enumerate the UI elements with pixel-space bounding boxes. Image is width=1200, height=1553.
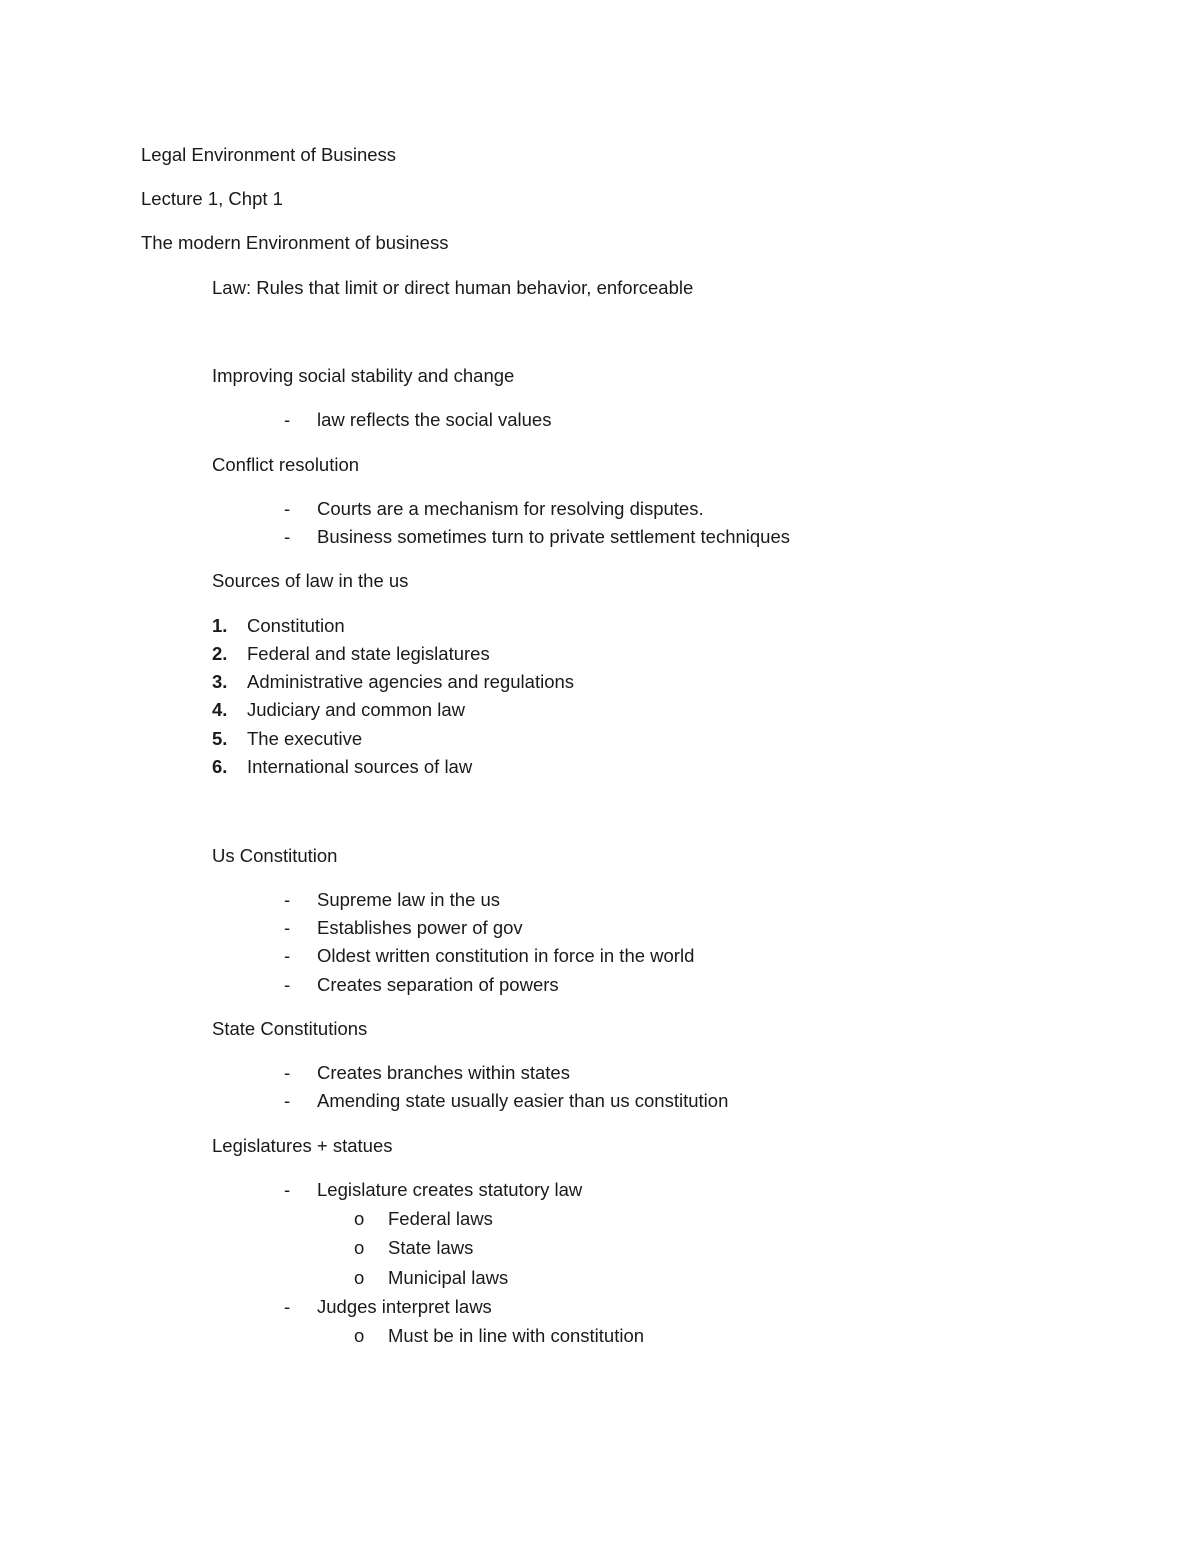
legislatures-bullet: Legislature creates statutory law [317,1179,583,1200]
bullet-dash: - [284,917,291,938]
sub-bullet-marker: o [354,1208,365,1229]
lecture-label: Lecture 1, Chpt 1 [141,188,283,209]
us-constitution-heading: Us Constitution [212,845,338,866]
sources-item: International sources of law [247,756,473,777]
list-number: 3. [212,671,228,692]
bullet-dash: - [284,1296,291,1317]
conflict-bullet: Courts are a mechanism for resolving disputes. [317,498,704,519]
bullet-dash: - [284,1179,291,1200]
state-constitutions-heading: State Constitutions [212,1018,368,1039]
bullet-dash: - [284,1090,291,1111]
sub-bullet-marker: o [354,1267,365,1288]
sources-item: Administrative agencies and regulations [247,671,575,692]
legislatures-sub-item: State laws [388,1237,474,1258]
bullet-dash: - [284,1062,291,1083]
social-heading: Improving social stability and change [212,365,515,386]
list-number: 4. [212,699,228,720]
bullet-dash: - [284,409,291,430]
sources-item: Federal and state legislatures [247,643,490,664]
state-constitutions-bullet: Creates branches within states [317,1062,570,1083]
legislatures-sub-item: Municipal laws [388,1267,509,1288]
law-definition: Law: Rules that limit or direct human behavior, enforceable [212,277,694,298]
section-heading: The modern Environment of business [141,232,449,253]
conflict-bullet: Business sometimes turn to private settlement techniques [317,526,791,547]
us-constitution-bullet: Establishes power of gov [317,917,523,938]
sources-item: The executive [247,728,363,749]
sub-bullet-marker: o [354,1237,365,1258]
sources-item: Constitution [247,615,345,636]
list-number: 6. [212,756,228,777]
sources-heading: Sources of law in the us [212,570,409,591]
document-title: Legal Environment of Business [141,144,397,165]
us-constitution-bullet: Creates separation of powers [317,974,559,995]
list-number: 5. [212,728,228,749]
list-number: 1. [212,615,228,636]
social-bullet: law reflects the social values [317,409,552,430]
us-constitution-bullet: Supreme law in the us [317,889,501,910]
legislatures-heading: Legislatures + statues [212,1135,393,1156]
sub-bullet-marker: o [354,1325,365,1346]
bullet-dash: - [284,974,291,995]
legislatures-sub-item: Federal laws [388,1208,493,1229]
bullet-dash: - [284,945,291,966]
us-constitution-bullet: Oldest written constitution in force in the world [317,945,695,966]
legislatures-sub-item: Must be in line with constitution [388,1325,645,1346]
conflict-heading: Conflict resolution [212,454,360,475]
list-number: 2. [212,643,228,664]
sources-item: Judiciary and common law [247,699,465,720]
bullet-dash: - [284,498,291,519]
bullet-dash: - [284,526,291,547]
bullet-dash: - [284,889,291,910]
legislatures-bullet: Judges interpret laws [317,1296,492,1317]
state-constitutions-bullet: Amending state usually easier than us constitution [317,1090,729,1111]
